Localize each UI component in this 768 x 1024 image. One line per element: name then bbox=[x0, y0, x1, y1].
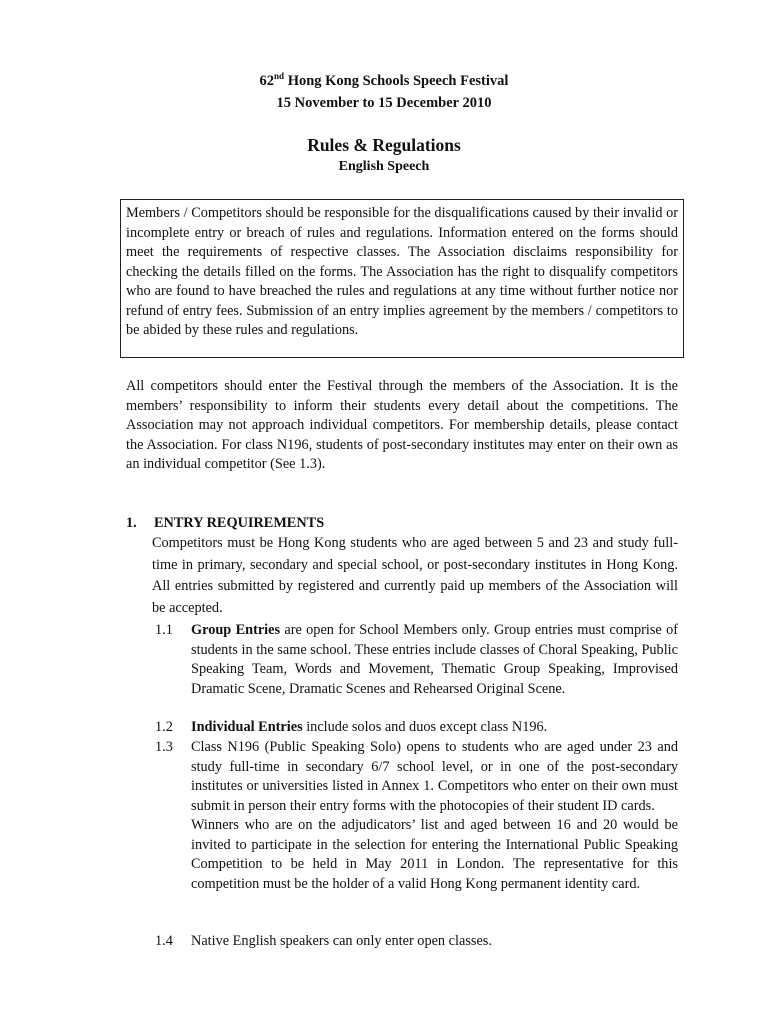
page-title: Rules & Regulations bbox=[307, 135, 461, 155]
festival-title: Hong Kong Schools Speech Festival bbox=[287, 73, 509, 89]
festival-name bbox=[0, 70, 768, 92]
clause-number: 1.2 bbox=[155, 719, 173, 735]
clause-1-3 bbox=[155, 738, 678, 894]
section-number: 1. bbox=[126, 515, 137, 531]
section-heading bbox=[126, 515, 324, 532]
intro-paragraph: All competitors should enter the Festival through the members of the Association. It is the members’ responsibility to inform their students every detail about the competitions. The Association may not approach individual competitors. For membership details, please contact the Association. For class N196, students of post-secondary institutes may enter on their own as an individual competitor (See 1.3). bbox=[126, 378, 678, 472]
clause-number: 1.3 bbox=[155, 739, 173, 755]
disclaimer-box: Members / Competitors should be responsible for the disqualifications caused by their invalid or incomplete entry or breach of rules and regulations. Information entered on the forms should meet the requirements of respective classes. The Association disclaims responsibility for checking the details filled on the forms. The Association has the right to disqualify competitors who are found to have breached the rules and regulations at any time without further notice nor refund of entry fees. Submission of an entry implies agreement by the members / competitors to be abided by these rules and regulations. bbox=[120, 199, 684, 358]
page-header bbox=[0, 70, 768, 114]
festival-dates: 15 November to 15 December 2010 bbox=[276, 95, 492, 111]
section-body: Competitors must be Hong Kong students who are aged between 5 and 23 and study full-time in primary, secondary and special school, or post-secondary institutes in Hong Kong. All entries submitted by registered and currently paid up members of the Association will be accepted. bbox=[152, 535, 678, 616]
clause-number: 1.4 bbox=[155, 933, 173, 949]
clause-number: 1.1 bbox=[155, 622, 173, 638]
edition-number: 62 bbox=[259, 73, 275, 89]
clause-text: Class N196 (Public Speaking Solo) opens to students who are aged under 23 and study full-time in secondary 6/7 school level, or in one of the post-secondary institutes or universities listed in Annex 1. Competitors who enter on their own must submit in person their entry forms with the photocopies of their student ID cards. bbox=[191, 739, 678, 814]
clause-bold-term: Group Entries bbox=[191, 622, 281, 638]
clause-1-2 bbox=[155, 718, 678, 738]
clause-text bbox=[191, 718, 678, 738]
clause-bold-term: Individual Entries bbox=[191, 719, 303, 735]
clause-text: Native English speakers can only enter open classes. bbox=[191, 933, 492, 949]
clause-body: include solos and duos except class N196. bbox=[302, 719, 548, 735]
clause-body: are open for School Members only. Group entries must comprise of students in the same school. These entries include classes of Choral Speaking, Public Speaking Team, Words and Movement, Thematic Group Speaking, Improvised Dramatic Scene, Dramatic Scenes and Rehearsed Original Scene. bbox=[191, 622, 679, 697]
clause-text bbox=[191, 621, 678, 699]
edition-suffix: nd bbox=[274, 71, 285, 81]
clause-1-4 bbox=[155, 932, 678, 952]
page-subtitle: English Speech bbox=[338, 159, 430, 174]
section-title: ENTRY REQUIREMENTS bbox=[154, 515, 325, 531]
clause-text-continued: Winners who are on the adjudicators’ list and aged between 16 and 20 would be invited to participate in the selection for entering the International Public Speaking Competition to be held in May 2011 in London. The representative for this competition must be the holder of a valid Hong Kong permanent identity card. bbox=[191, 817, 678, 892]
clause-1-1 bbox=[155, 621, 678, 699]
